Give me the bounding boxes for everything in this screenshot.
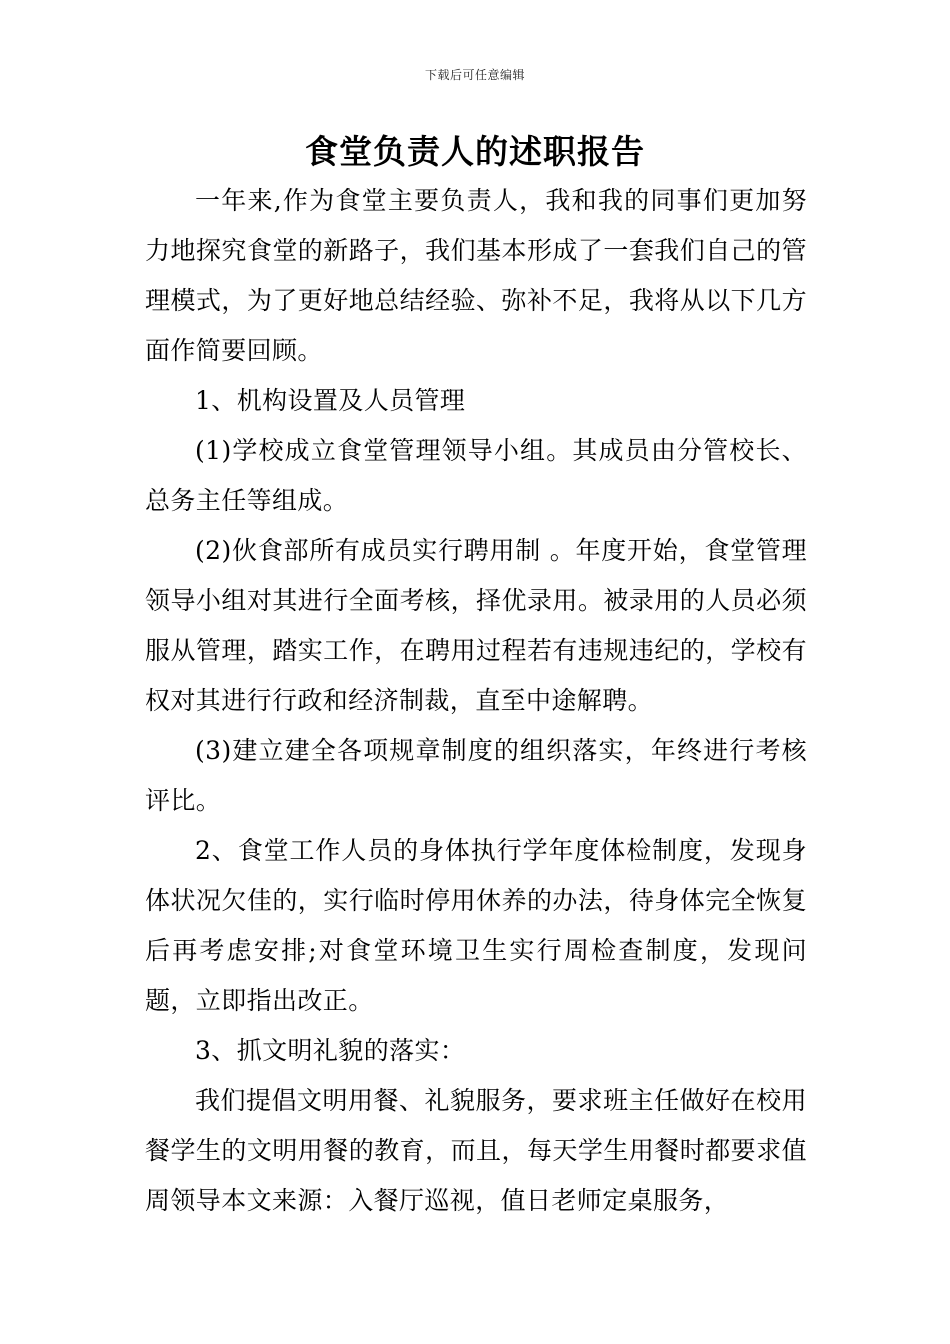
document-body (145, 176, 807, 1226)
paragraph-3-1: 我们提倡文明用餐、礼貌服务，要求班主任做好在校用餐学生的文明用餐的教育，而且，每天学生用餐时都要求值周领导本文来源：入餐厅巡视，值日老师定桌服务， (145, 1086, 807, 1215)
paragraph-1-2: (2)伙食部所有成员实行聘用制 。年度开始，食堂管理领导小组对其进行全面考核，择优录用。被录用的人员必须服从管理，踏实工作，在聘用过程若有违规违纪的，学校有权对其进行行政和经济制裁，直至中途解聘。 (145, 536, 807, 715)
section-heading-1: 1、机构设置及人员管理 (195, 386, 466, 415)
paragraph-intro: 一年来,作为食堂主要负责人，我和我的同事们更加努力地探究食堂的新路子，我们基本形成了一套我们自己的管理模式，为了更好地总结经验、弥补不足，我将从以下几方面作简要回顾。 (145, 186, 807, 365)
section-heading-3: 3、抓文明礼貌的落实： (195, 1036, 466, 1065)
document-title: 食堂负责人的述职报告 (305, 132, 645, 171)
paragraph-1-1: (1)学校成立食堂管理领导小组。其成员由分管校长、总务主任等组成。 (145, 436, 807, 515)
page-header-note: 下载后可任意编辑 (424, 68, 525, 82)
paragraph-1-3: (3)建立建全各项规章制度的组织落实，年终进行考核评比。 (145, 736, 807, 815)
section-2: 2、食堂工作人员的身体执行学年度体检制度，发现身体状况欠佳的，实行临时停用休养的办法，待身体完全恢复后再考虑安排;对食堂环境卫生实行周检查制度，发现问题，立即指出改正。 (145, 836, 807, 1015)
